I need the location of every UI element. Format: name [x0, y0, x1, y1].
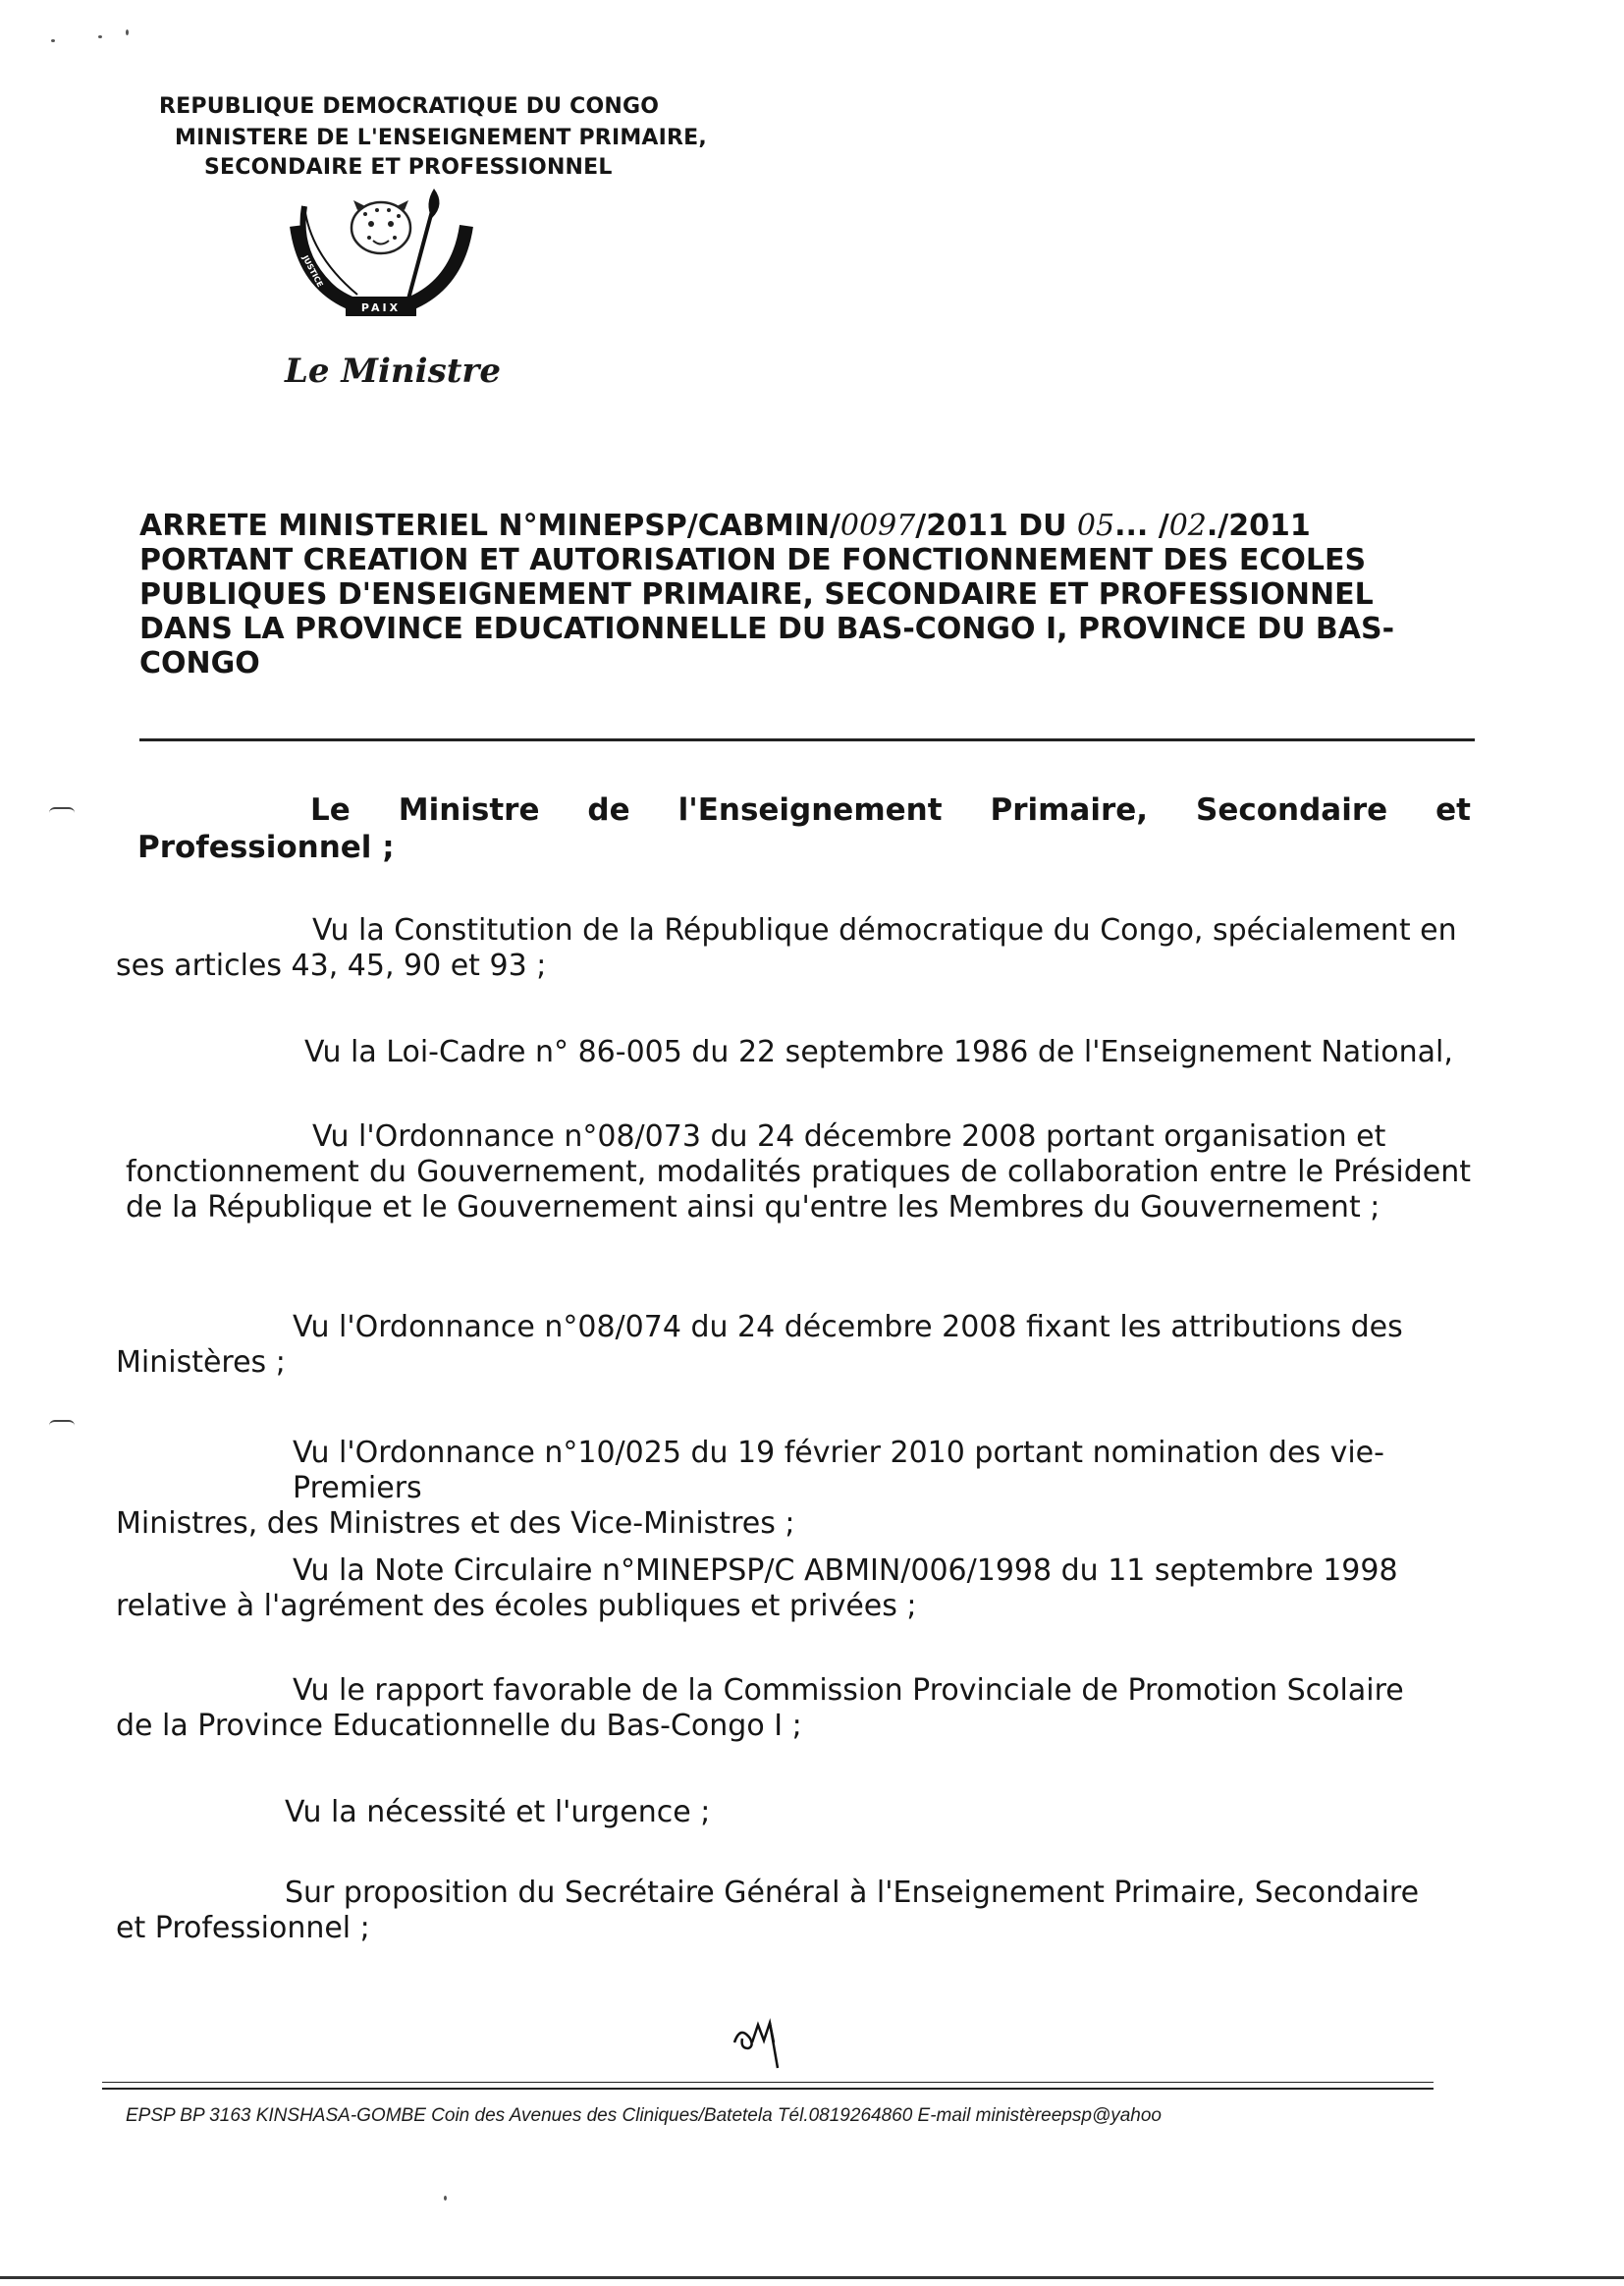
svg-text:PAIX: PAIX — [360, 301, 402, 314]
recital-continuation: fonctionnement du Gouvernement, modalités pratiques de collaboration entre le Président de la République et le Gouvernement ainsi qu'entre les Membres du Gouvernement ; — [126, 1155, 1471, 1225]
scan-bottom-edge — [0, 2276, 1624, 2279]
recital-loi-cadre — [116, 1035, 1471, 1070]
decree-line-4: DANS LA PROVINCE EDUCATIONNELLE DU BAS-CONGO I, PROVINCE DU BAS- — [139, 612, 1395, 646]
svg-text:JUSTICE: JUSTICE — [300, 253, 325, 289]
header-ministry-cont: SECONDAIRE ET PROFESSIONNEL — [204, 155, 613, 180]
intro-line-1 — [137, 791, 1471, 829]
recital-constitution — [116, 913, 1471, 984]
decree-year: /2011 DU — [915, 509, 1067, 543]
intro-word: Le — [310, 792, 351, 828]
recital-necessite — [116, 1795, 1471, 1830]
svg-text:TRAVAIL: TRAVAIL — [441, 205, 467, 243]
recital-note-circulaire — [116, 1553, 1471, 1624]
recital-first-line: Vu la Loi-Cadre n° 86-005 du 22 septembre 1986 de l'Enseignement National, — [304, 1035, 1453, 1069]
intro-word: Ministre — [398, 792, 540, 828]
margin-mark — [49, 1420, 75, 1426]
title-underline — [139, 738, 1475, 741]
recital-first-line: Vu la Note Circulaire n°MINEPSP/C ABMIN/006/1998 du 11 septembre 1998 — [293, 1553, 1398, 1588]
recital-first-line: Vu l'Ordonnance n°08/074 du 24 décembre 2008 fixant les attributions des — [293, 1310, 1403, 1344]
coat-of-arms-emblem — [275, 187, 486, 319]
intro-line-2: Professionnel ; — [137, 830, 395, 865]
handwritten-initials-signature — [727, 2003, 815, 2072]
recital-proposition — [116, 1876, 1471, 1946]
decree-line-3: PUBLIQUES D'ENSEIGNEMENT PRIMAIRE, SECONDAIRE ET PROFESSIONNEL — [139, 577, 1374, 612]
recital-continuation: Ministres, des Ministres et des Vice-Ministres ; — [116, 1506, 795, 1541]
footer-contact: EPSP BP 3163 KINSHASA-GOMBE Coin des Avenues des Cliniques/Batetela Tél.0819264860 E-mail ministèreepsp@yahoo — [126, 2105, 1163, 2126]
header-ministry: MINISTERE DE L'ENSEIGNEMENT PRIMAIRE, — [175, 126, 707, 150]
margin-mark — [49, 807, 75, 813]
intro-statement — [137, 791, 1471, 866]
recital-continuation: et Professionnel ; — [116, 1911, 370, 1945]
decree-title — [139, 509, 1475, 680]
decree-number-handwritten: 0097 — [839, 509, 916, 543]
intro-word: l'Enseignement — [677, 792, 943, 828]
header-country: REPUBLIQUE DEMOCRATIQUE DU CONGO — [159, 94, 660, 119]
decree-month-handwritten: 02 — [1168, 509, 1207, 543]
recital-first-line: Vu la Constitution de la République démocratique du Congo, spécialement en — [312, 913, 1457, 948]
recital-first-line: Vu l'Ordonnance n°08/073 du 24 décembre 2008 portant organisation et — [312, 1119, 1386, 1154]
recital-continuation: relative à l'agrément des écoles publiques et privées ; — [116, 1589, 917, 1623]
recital-ordonnance-08-073 — [116, 1119, 1471, 1225]
recital-first-line: Vu le rapport favorable de la Commission Provinciale de Promotion Scolaire — [293, 1673, 1404, 1708]
decree-line-1 — [139, 509, 1475, 543]
decree-date-dots: ... / — [1114, 509, 1169, 543]
footer-rule — [102, 2088, 1434, 2090]
footer-rule — [102, 2082, 1434, 2083]
scan-speck — [126, 29, 129, 35]
recital-rapport-favorable — [116, 1673, 1471, 1744]
minister-title: Le Ministre — [285, 352, 501, 391]
scan-speck — [444, 2196, 447, 2201]
recital-continuation: de la Province Educationnelle du Bas-Congo I ; — [116, 1709, 802, 1743]
recital-continuation: Ministères ; — [116, 1345, 286, 1380]
decree-line-2: PORTANT CREATION ET AUTORISATION DE FONCTIONNEMENT DES ECOLES — [139, 543, 1367, 577]
decree-ref-prefix: ARRETE MINISTERIEL N°MINEPSP/CABMIN/ — [139, 509, 840, 543]
intro-word: et — [1435, 792, 1471, 828]
scan-speck — [98, 35, 102, 38]
recital-continuation: ses articles 43, 45, 90 et 93 ; — [116, 949, 547, 983]
decree-day-handwritten: 05 — [1076, 509, 1115, 543]
recital-ordonnance-08-074 — [116, 1310, 1471, 1381]
recital-ordonnance-10-025 — [116, 1436, 1471, 1542]
intro-word: Primaire, — [990, 792, 1149, 828]
recital-first-line: Vu l'Ordonnance n°10/025 du 19 février 2010 portant nomination des vie-Premiers — [293, 1436, 1384, 1505]
intro-word: Secondaire — [1196, 792, 1388, 828]
recital-first-line: Vu la nécessité et l'urgence ; — [285, 1795, 711, 1829]
decree-date-year: ./2011 — [1206, 509, 1311, 543]
intro-word: de — [587, 792, 630, 828]
recital-first-line: Sur proposition du Secrétaire Général à l'Enseignement Primaire, Secondaire — [285, 1876, 1420, 1910]
scan-speck — [51, 39, 55, 42]
decree-line-5: CONGO — [139, 646, 260, 680]
